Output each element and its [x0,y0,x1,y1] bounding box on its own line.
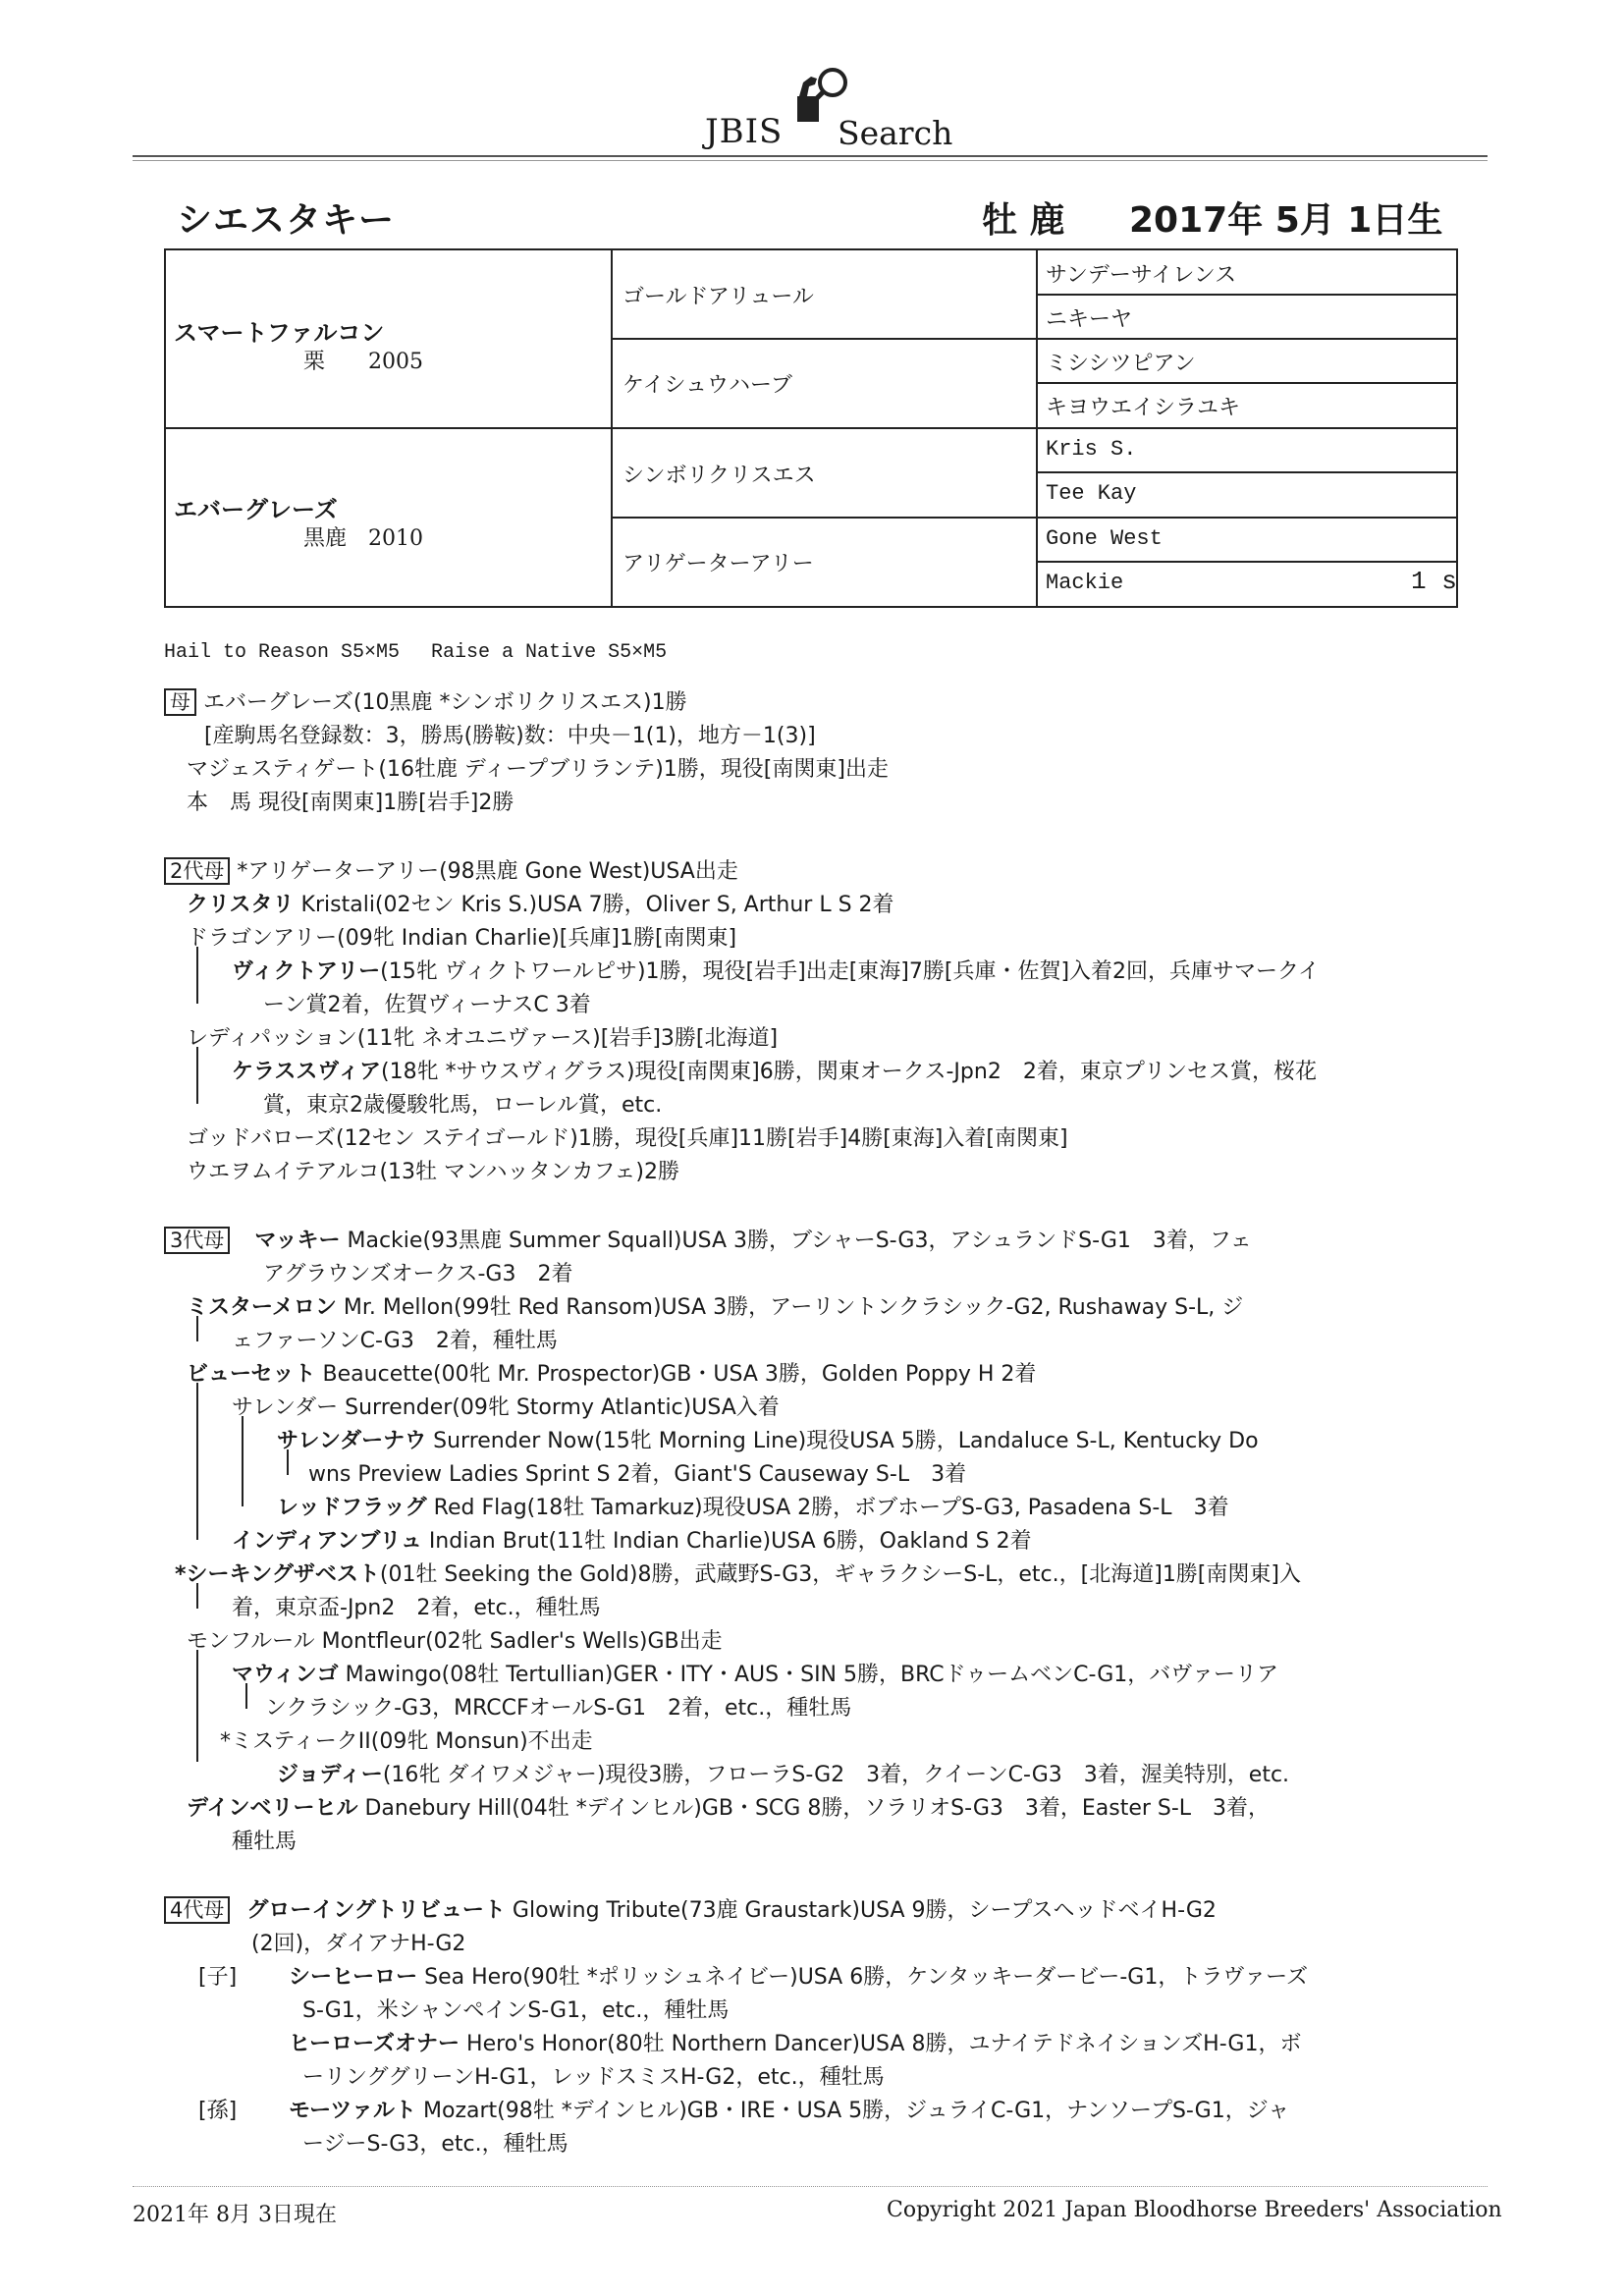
section-label-2nd-dam: 2代母 [164,857,230,885]
gen3-ancestor: ミシシツピアン [1046,352,1196,376]
horse-record: Glowing Tribute(73鹿 Graustark)USA 9勝，シープスヘッドベイH-G2 [505,1898,1217,1923]
horse-record: Red Flag(18牡 Tamarkuz)現役USA 2勝，ボブホープS-G3, Pasadena S-L 3着 [426,1496,1229,1520]
gen3-ancestor: キヨウエイシラユキ [1046,396,1241,420]
list-item-cont: ェファーソンC-G3 2着，種牡馬 [232,1329,558,1353]
list-item [289,2027,1301,2057]
header-rule-thin [133,160,1488,161]
horse-record: Mawingo(08牡 Tertullian)GER・ITY・AUS・SIN 5勝，BRCドゥームベンC-G1，バヴァーリア [338,1663,1279,1687]
footer-copyright: Copyright 2021 Japan Bloodhorse Breeders' Association [887,2198,1502,2222]
list-item: レディパッション(11牝 ネオユニヴァース)[岩手]3勝[北海道] [187,1026,779,1051]
sire-info: 栗 2005 [303,350,423,374]
list-item [187,888,894,918]
horse-record: Mozart(98牡 *デインヒル)GB・IRE・USA 5勝，ジュライC-G1，ナンソープS-G1，ジャ [416,2099,1290,2123]
list-item-cont: アグラウンズオークス-G3 2着 [263,1262,573,1286]
dam-dam: アリゲーターアリー [623,552,814,576]
dam-section-head [164,685,687,716]
logo-jbis-text: JBIS [705,112,784,151]
horse-name: シエスタキー [177,200,396,241]
jbis-search-logo [697,65,952,163]
sire-dam: ケイシュウハーブ [623,373,792,398]
pedigree-row-divider [166,427,1456,429]
pedigree-row-divider [611,517,1456,519]
list-item-cont: S-G1，米シャンペインS-G1，etc.，種牡馬 [302,1998,730,2023]
lineage-bar [196,1383,198,1540]
list-item: *ミスティークII(09牝 Monsun)不出走 [220,1729,593,1754]
horse-name-bold: ヒーローズオナー [289,2032,460,2056]
lineage-bar [242,1416,244,1506]
horse-record: Kristali(02セン Kris S.)USA 7勝，Oliver S, Arthur L S 2着 [294,893,894,917]
horse-name-bold: ヴィクトアリー [232,959,381,984]
pedigree-table [164,248,1458,608]
list-item-cont: (2回)，ダイアナH-G2 [251,1932,466,1956]
horse-name-bold: *シーキングザベスト [175,1562,380,1587]
horse-record: (15牝 ヴィクトワールピサ)1勝，現役[岩手]出走[東海]7勝[兵庫・佐賀]入着2回，兵庫サマークイ [380,959,1320,984]
gen3-ancestor: Gone West [1046,526,1163,551]
horse-record: Hero's Honor(80牡 Northern Dancer)USA 8勝，ユナイテドネイションズH-G1，ボ [460,2032,1302,2056]
list-item [232,1658,1278,1688]
lineage-bar [196,1583,198,1609]
horse-record: (01牡 Seeking the Gold)8勝，武蔵野S-G3，ギャラクシーS-L，etc.，[北海道]1勝[南関東]入 [379,1562,1301,1587]
horse-name-bold: ジョディー [277,1763,383,1787]
logo-search-text: Search [838,114,953,152]
horse-name-bold: サレンダーナウ [277,1429,427,1453]
horse-record: Surrender Now(15牝 Morning Line)現役USA 5勝，Landaluce S-L, Kentucky Do [426,1429,1259,1453]
horse-record: Danebury Hill(04牡 *デインヒル)GB・SCG 8勝，ソラリオS-G3 3着，Easter S-L 3着， [357,1796,1271,1821]
list-item [175,1558,1301,1588]
gen3-ancestor: ニキーヤ [1046,307,1133,332]
grandchild-label: [孫] [198,2099,238,2123]
dam-produce-stats: [産駒馬名登録数：3，勝馬(勝鞍)数：中央－1(1)，地方－1(3)] [204,724,816,748]
list-item-cont: ンクラシック-G3，MRCCFオールS-G1 2着，etc.，種牡馬 [265,1696,852,1721]
list-item-cont: ージーS-G3，etc.，種牡馬 [302,2132,568,2157]
header-rule [133,155,1488,157]
list-item: ウエヲムイテアルコ(13牡 マンハッタンカフェ)2勝 [187,1160,679,1184]
horse-name-bold: デインベリーヒル [187,1796,358,1821]
horse-name-bold: グローイングトリビュート [246,1898,506,1923]
section-label-3rd-dam: 3代母 [164,1227,230,1254]
list-item-cont: wns Preview Ladies Sprint S 2着，Giant'S Causeway S-L 3着 [308,1462,967,1487]
horse-record: (16牝 ダイワメジャー)現役3勝，フローラS-G2 3着，クイーンC-G3 3着，渥美特別，etc. [382,1763,1290,1787]
horse-name-bold: インディアンブリュ [232,1529,422,1554]
subject-horse-record: 本 馬 現役[南関東]1勝[岩手]2勝 [187,791,514,815]
horse-name-bold: モーツァルト [289,2099,417,2123]
gen3-ancestor: サンデーサイレンス [1046,263,1237,288]
list-item-cont: ーリンググリーンH-G1，レッドスミスH-G2，etc.，種牡馬 [302,2065,885,2090]
horse-sex-color: 牡 鹿 [982,200,1065,241]
list-item-cont: 着，東京盃-Jpn2 2着，etc.，種牡馬 [232,1596,601,1620]
horse-name-bold: レッドフラッグ [277,1496,427,1520]
lineage-bar [196,1316,198,1341]
list-item: ゴッドバローズ(12セン ステイゴールド)1勝，現役[兵庫]11勝[岩手]4勝[東海]入着[南関東] [187,1126,1068,1151]
dam-summary: エバーグレーズ(10黒鹿 *シンボリクリスエス)1勝 [203,690,687,715]
dam-info: 黒鹿 2010 [303,526,423,551]
third-dam-head [164,1224,1252,1254]
dam-offspring: マジェスティゲート(16牡鹿 ディープブリランテ)1勝，現役[南関東]出走 [187,757,889,782]
family-number: 1 s [1411,567,1457,596]
horse-record: Indian Brut(11牡 Indian Charlie)USA 6勝，Oakland S 2着 [421,1529,1032,1554]
list-item [289,1960,1308,1991]
pedigree-row-divider [1036,561,1456,563]
list-item [289,2094,1289,2124]
horse-name-bold: ケラススヴィア [232,1060,382,1084]
pedigree-row-divider [611,338,1456,340]
list-item [187,1357,1036,1388]
horse-name-bold: ビューセット [187,1362,316,1387]
list-item [187,1791,1270,1822]
horse-record: Mr. Mellon(99牡 Red Ransom)USA 3勝，アーリントンクラシック-G2, Rushaway S-L, ジ [336,1295,1244,1320]
lineage-bar [196,1047,198,1104]
pedigree-row-divider [1036,294,1456,296]
horse-name-bold: クリスタリ [187,893,295,917]
inbreeding-line: Hail to Reason S5×M5 Raise a Native S5×M5 [164,641,668,664]
second-dam-summary: *アリゲーターアリー(98黒鹿 Gone West)USA出走 [237,859,738,884]
fourth-dam-head [164,1893,1217,1924]
section-label-4th-dam: 4代母 [164,1896,230,1924]
dam-name: エバーグレーズ [174,496,338,523]
section-label-dam: 母 [164,688,196,716]
horse-name-bold: ミスターメロン [187,1295,337,1320]
sire-name: スマートファルコン [174,319,385,347]
list-item [187,1290,1243,1321]
list-item: ドラゴンアリー(09牝 Indian Charlie)[兵庫]1勝[南関東] [187,926,737,951]
dam-sire: シンボリクリスエス [623,464,816,488]
list-item [277,1491,1229,1521]
second-dam-head [164,854,738,885]
horse-name-bold: シーヒーロー [289,1965,418,1990]
list-item-cont: ーン賞2着，佐賀ヴィーナスC 3着 [263,993,591,1017]
footer-date: 2021年 8月 3日現在 [133,2203,337,2227]
lineage-bar [245,1683,247,1709]
gen3-ancestor: Mackie [1046,571,1124,595]
list-item [232,1055,1317,1085]
horse-record: Beaucette(00牝 Mr. Prospector)GB・USA 3勝，Golden Poppy H 2着 [315,1362,1037,1387]
sire-sire: ゴールドアリュール [623,285,814,309]
horse-name-bold: マッキー [254,1229,341,1253]
pedigree-row-divider [1036,471,1456,473]
horse-record: Mackie(93黒鹿 Summer Squall)USA 3勝，ブシャーS-G3，アシュランドS-G1 3着，フェ [340,1229,1252,1253]
list-item [232,955,1320,985]
horse-record: Sea Hero(90牡 *ポリッシュネイビー)USA 6勝，ケンタッキーダービー-G1，トラヴァーズ [417,1965,1309,1990]
list-item: モンフルール Montfleur(02牝 Sadler's Wells)GB出走 [187,1629,723,1654]
gen3-ancestor: Kris S. [1046,437,1137,462]
child-label: [子] [198,1965,238,1990]
list-item [277,1758,1289,1788]
list-item-cont: 種牡馬 [232,1830,298,1854]
list-item: サレンダー Surrender(09牝 Stormy Atlantic)USA入着 [232,1395,780,1420]
gen3-ancestor: Tee Kay [1046,481,1137,506]
horse-birth-date: 2017年 5月 1日生 [1129,200,1443,241]
pedigree-row-divider [1036,382,1456,384]
list-item [277,1424,1259,1454]
lineage-bar [196,947,198,1004]
lineage-bar [287,1449,289,1475]
list-item [232,1524,1032,1555]
horse-record: (18牝 *サウスヴィグラス)現役[南関東]6勝，関東オークス-Jpn2 2着，東京プリンセス賞，桜花 [381,1060,1317,1084]
list-item-cont: 賞，東京2歳優駿牝馬，ローレル賞，etc. [263,1093,663,1118]
footer-rule [133,2186,1488,2187]
lineage-bar [196,1650,198,1762]
horse-name-bold: マウィンゴ [232,1663,339,1687]
